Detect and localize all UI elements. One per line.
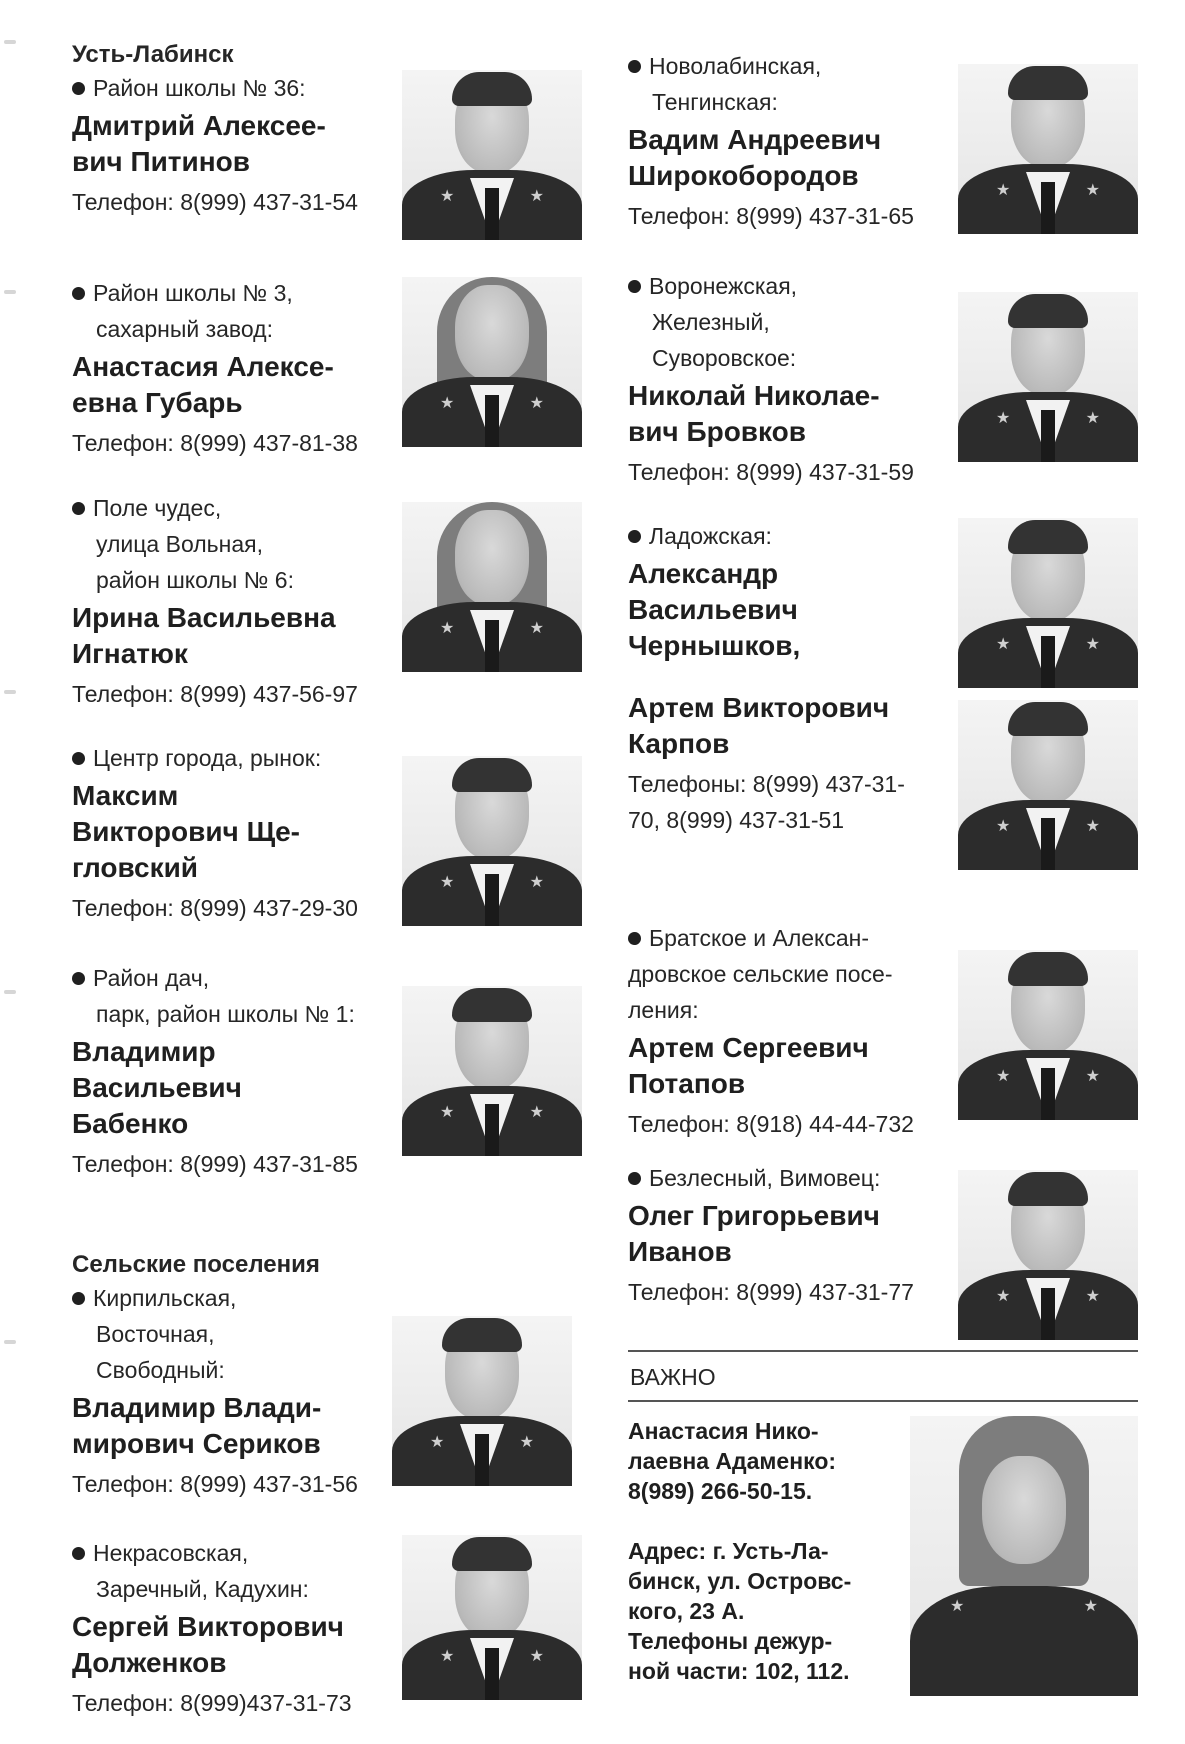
contact-entry bbox=[628, 268, 1138, 518]
contact-entry bbox=[72, 1280, 592, 1535]
important-address: Адрес: г. Усть-Ла- бинск, ул. Островс- кого, 23 А. Телефоны дежур- ной части: 102, 112. bbox=[628, 1538, 852, 1684]
officer-photo: ★ ★ bbox=[958, 518, 1138, 688]
officer-name: Николай Николае- вич Бровков bbox=[628, 380, 880, 447]
contact-entry bbox=[72, 70, 592, 275]
important-bottom-rule bbox=[628, 1400, 1138, 1402]
bullet-icon bbox=[72, 972, 85, 985]
bullet-icon bbox=[72, 502, 85, 515]
contact-entry bbox=[72, 1535, 592, 1715]
officer-name: Олег Григорьевич Иванов bbox=[628, 1200, 880, 1267]
phone-number: Телефон: 8(918) 44-44-732 bbox=[628, 1111, 914, 1137]
bullet-icon bbox=[72, 752, 85, 765]
phone-number: Телефон: 8(999) 437-29-30 bbox=[72, 895, 358, 921]
officer-photo: ★ ★ bbox=[392, 1316, 572, 1486]
bullet-icon bbox=[72, 287, 85, 300]
officer-name: Сергей Викторович Долженков bbox=[72, 1611, 344, 1678]
area-description: Ладожская: bbox=[628, 518, 938, 554]
important-label: ВАЖНО bbox=[630, 1364, 716, 1390]
officer-name: Александр Васильевич Чернышков, bbox=[628, 558, 801, 661]
area-description: Безлесный, Вимовец: bbox=[628, 1160, 938, 1196]
area-description: Кирпильская, Восточная, Свободный: bbox=[72, 1280, 382, 1388]
phone-number: Телефон: 8(999) 437-31-77 bbox=[628, 1279, 914, 1305]
officer-photo: ★ ★ bbox=[402, 1535, 582, 1700]
area-description: Район дач, парк, район школы № 1: bbox=[72, 960, 382, 1032]
area-description: Поле чудес, улица Вольная, район школы № 6: bbox=[72, 490, 382, 598]
contact-entry bbox=[628, 920, 1138, 1160]
officer-photo: ★ ★ bbox=[402, 277, 582, 447]
area-description: Район школы № 36: bbox=[72, 70, 382, 106]
officer-name: Ирина Васильевна Игнатюк bbox=[72, 602, 336, 669]
officer-photo: ★ ★ bbox=[958, 950, 1138, 1120]
phone-number: Телефон: 8(999) 437-31-56 bbox=[72, 1471, 358, 1497]
officer-photo: ★ ★ bbox=[402, 502, 582, 672]
bullet-icon bbox=[628, 1172, 641, 1185]
bullet-icon bbox=[628, 530, 641, 543]
city-heading: Усть-Лабинск bbox=[72, 41, 234, 68]
officer-photo: ★ ★ bbox=[958, 292, 1138, 462]
phone-number: Телефон: 8(999) 437-81-38 bbox=[72, 430, 358, 456]
phone-number: Телефон: 8(999) 437-31-85 bbox=[72, 1151, 358, 1177]
officer-photo: ★ ★ bbox=[402, 70, 582, 240]
spine-mark bbox=[4, 40, 16, 44]
officer-name: Артем Викторович Карпов bbox=[628, 692, 890, 759]
phone-number: Телефон: 8(999) 437-31-59 bbox=[628, 459, 914, 485]
bullet-icon bbox=[72, 1547, 85, 1560]
spine-mark bbox=[4, 1340, 16, 1344]
officer-photo: ★ ★ bbox=[402, 986, 582, 1156]
contact-entry bbox=[628, 518, 1138, 688]
right-column bbox=[628, 48, 1138, 1696]
officer-photo: ★ ★ bbox=[958, 1170, 1138, 1340]
officer-name: Артем Сергеевич Потапов bbox=[628, 1032, 869, 1099]
left-column bbox=[72, 40, 592, 1715]
spine-mark bbox=[4, 990, 16, 994]
officer-photo: ★ ★ bbox=[402, 756, 582, 926]
page-spine bbox=[0, 0, 28, 1744]
officer-name: Максим Викторович Ще- гловский bbox=[72, 780, 300, 883]
bullet-icon bbox=[72, 82, 85, 95]
bullet-icon bbox=[628, 932, 641, 945]
bullet-icon bbox=[628, 280, 641, 293]
bullet-icon bbox=[72, 1292, 85, 1305]
contact-entry bbox=[628, 690, 1138, 920]
phone-number: Телефон: 8(999)437-31-73 bbox=[72, 1690, 352, 1716]
bullet-icon bbox=[628, 60, 641, 73]
area-description: Район школы № 3, сахарный завод: bbox=[72, 275, 382, 347]
officer-name: Дмитрий Алексее- вич Питинов bbox=[72, 110, 326, 177]
contact-entry bbox=[628, 48, 1138, 268]
officer-photo: ★ ★ bbox=[958, 700, 1138, 870]
officer-name: Анастасия Алексе- евна Губарь bbox=[72, 351, 334, 418]
phone-number: Телефон: 8(999) 437-31-65 bbox=[628, 203, 914, 229]
area-description: Воронежская, Железный, Суворовское: bbox=[628, 268, 938, 376]
officer-name: Вадим Андреевич Широкобородов bbox=[628, 124, 882, 191]
officer-name: Владимир Влади- мирович Сериков bbox=[72, 1392, 322, 1459]
important-block bbox=[628, 1416, 1138, 1696]
contact-entry bbox=[628, 1160, 1138, 1350]
contact-entry bbox=[72, 275, 592, 490]
area-description: Новолабинская, Тенгинская: bbox=[628, 48, 938, 120]
phone-number: Телефон: 8(999) 437-56-97 bbox=[72, 681, 358, 707]
spine-mark bbox=[4, 290, 16, 294]
contact-entry bbox=[72, 740, 592, 960]
spine-mark bbox=[4, 690, 16, 694]
officer-photo: ★ ★ bbox=[958, 64, 1138, 234]
contact-entry bbox=[72, 490, 592, 740]
rural-heading: Сельские поселения bbox=[72, 1251, 320, 1278]
contact-entry bbox=[72, 960, 592, 1250]
area-description: Некрасовская, Заречный, Кадухин: bbox=[72, 1535, 382, 1607]
phone-number: Телефоны: 8(999) 437-31- 70, 8(999) 437-31-51 bbox=[628, 771, 905, 833]
phone-number: Телефон: 8(999) 437-31-54 bbox=[72, 189, 358, 215]
important-contact: Анастасия Нико- лаевна Адаменко: 8(989) 266-50-15. bbox=[628, 1418, 837, 1504]
area-description: Братское и Алексан- дровское сельские посе- ления: bbox=[628, 925, 893, 1023]
officer-photo: ★ ★ bbox=[910, 1416, 1138, 1696]
officer-name: Владимир Васильевич Бабенко bbox=[72, 1036, 242, 1139]
area-description: Центр города, рынок: bbox=[72, 740, 382, 776]
